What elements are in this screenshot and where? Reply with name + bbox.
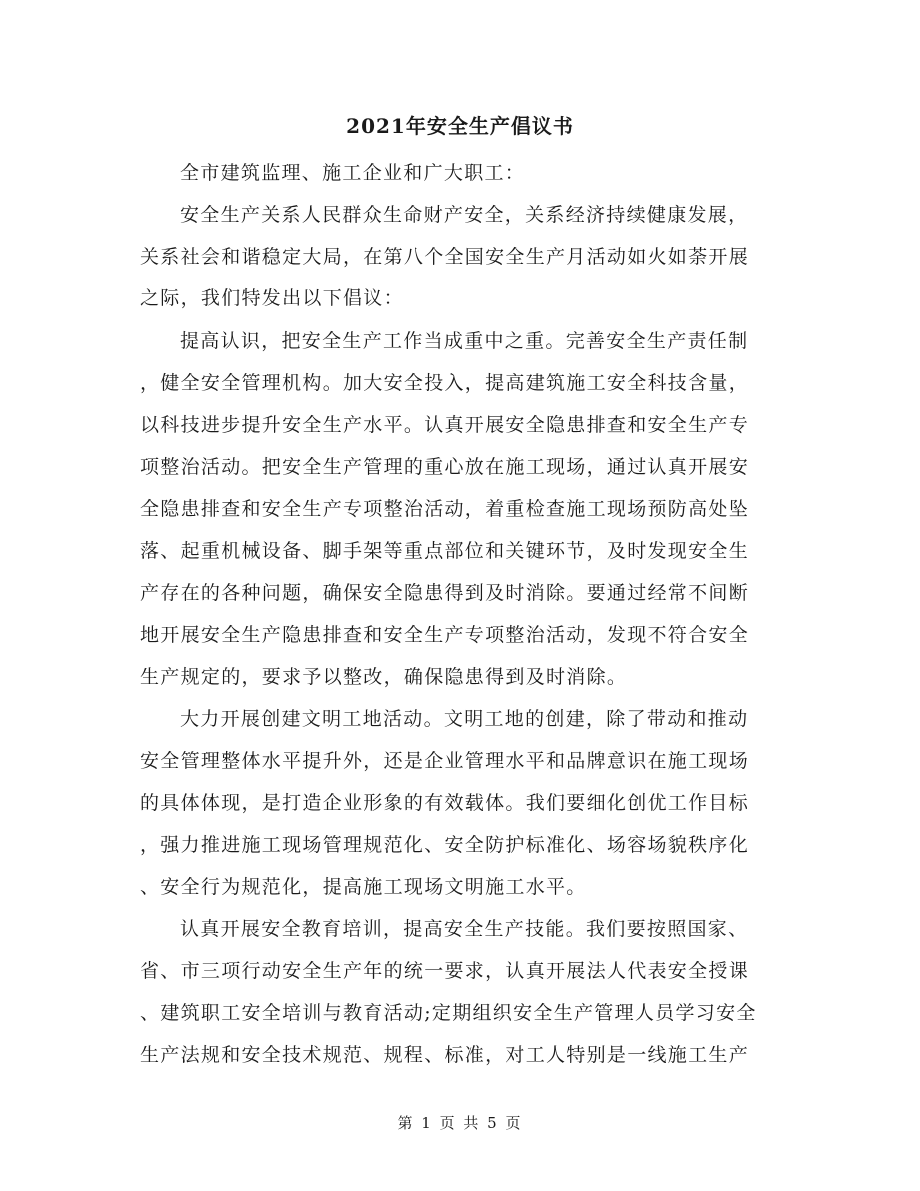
body-line: ，强力推进施工现场管理规范化、安全防护标准化、场容场貌秩序化 bbox=[140, 834, 750, 856]
body-line: 的具体体现，是打造企业形象的有效载体。我们要细化创优工作目标 bbox=[140, 792, 750, 814]
document-title: 2021年安全生产倡议书 bbox=[346, 114, 574, 138]
body-line: 、建筑职工安全培训与教育活动;定期组织安全生产管理人员学习安全 bbox=[140, 1002, 757, 1024]
body-line: 大力开展创建文明工地活动。文明工地的创建，除了带动和推动 bbox=[180, 708, 749, 730]
body-line: 以科技进步提升安全生产水平。认真开展安全隐患排查和安全生产专 bbox=[140, 414, 750, 436]
page-number-footer: 第 1 页 共 5 页 bbox=[397, 1114, 523, 1132]
body-line: 省、市三项行动安全生产年的统一要求，认真开展法人代表安全授课 bbox=[140, 960, 750, 982]
body-line: 之际，我们特发出以下倡议： bbox=[140, 287, 404, 309]
body-line: 安全生产关系人民群众生命财产安全，关系经济持续健康发展， bbox=[180, 204, 749, 226]
body-line: 项整治活动。把安全生产管理的重心放在施工现场，通过认真开展安 bbox=[140, 456, 750, 478]
body-line: 认真开展安全教育培训，提高安全生产技能。我们要按照国家、 bbox=[180, 918, 749, 940]
body-line: 提高认识，把安全生产工作当成重中之重。完善安全生产责任制 bbox=[180, 330, 749, 352]
body-line: ，健全安全管理机构。加大安全投入，提高建筑施工安全科技含量， bbox=[140, 372, 750, 394]
body-line: 关系社会和谐稳定大局，在第八个全国安全生产月活动如火如荼开展 bbox=[140, 246, 750, 268]
body-line: 生产法规和安全技术规范、规程、标准，对工人特别是一线施工生产 bbox=[140, 1044, 750, 1066]
body-line: 地开展安全生产隐患排查和安全生产专项整治活动，发现不符合安全 bbox=[140, 624, 750, 646]
body-line: 产存在的各种问题，确保安全隐患得到及时消除。要通过经常不间断 bbox=[140, 582, 750, 604]
salutation-line: 全市建筑监理、施工企业和广大职工： bbox=[180, 162, 526, 184]
body-line: 安全管理整体水平提升外，还是企业管理水平和品牌意识在施工现场 bbox=[140, 750, 750, 772]
body-line: 、安全行为规范化，提高施工现场文明施工水平。 bbox=[140, 876, 587, 898]
body-line: 落、起重机械设备、脚手架等重点部位和关键环节，及时发现安全生 bbox=[140, 540, 750, 562]
body-line: 生产规定的，要求予以整改，确保隐患得到及时消除。 bbox=[140, 666, 628, 688]
body-line: 全隐患排查和安全生产专项整治活动，着重检查施工现场预防高处坠 bbox=[140, 498, 750, 520]
